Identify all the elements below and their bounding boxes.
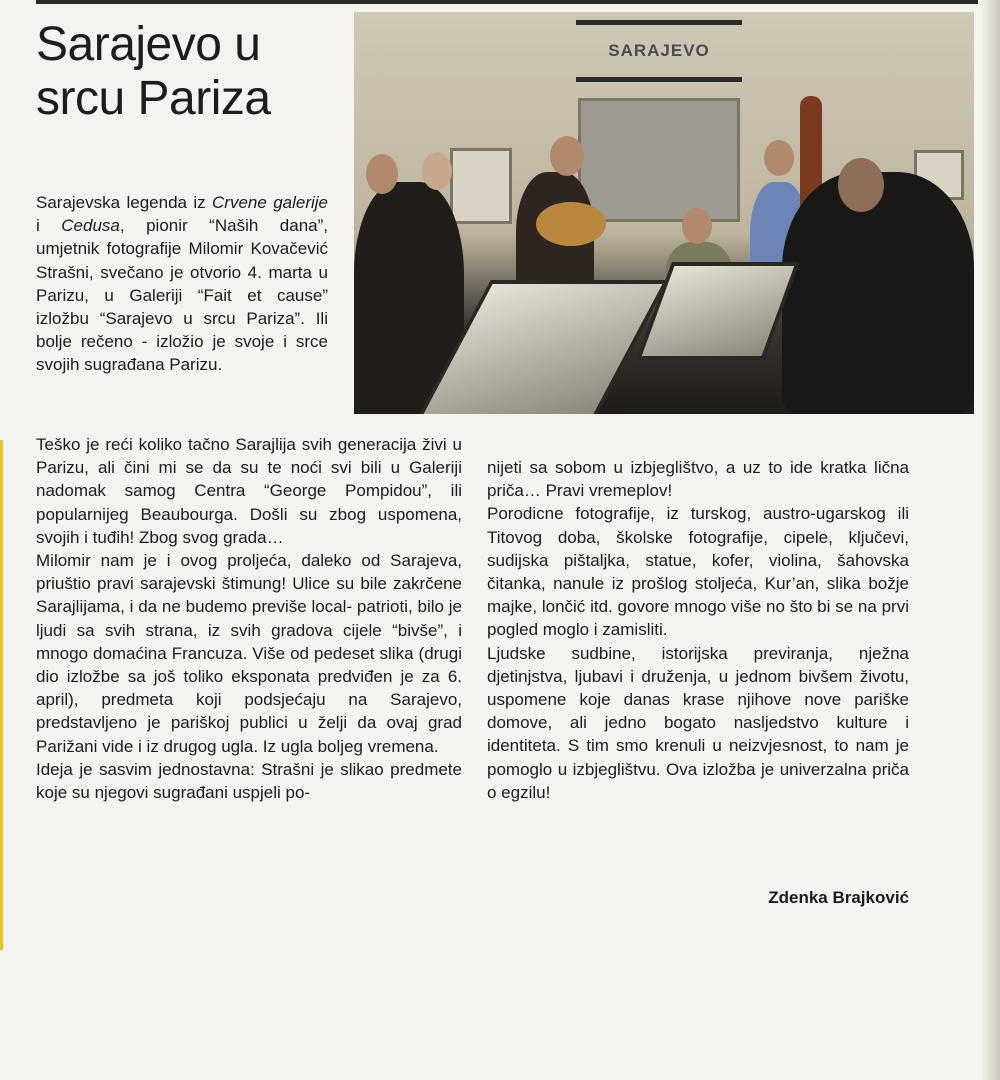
paragraph: nijeti sa sobom u izbjeglištvo, a uz to ide kratka lična priča… Pravi vremeplov! [487, 458, 909, 501]
right-column [487, 456, 909, 804]
intro-text: , pionir “Naših dana”, umjetnik fotografije Milomir Kovačević Strašni, svečano je otvorio 4. marta u Parizu, u Galeriji “Fait et cause” izložbu “Sarajevo u srcu Pariza”. Ili bolje rečeno - izložio je svoje i srce svojih sugrađana Parizu. [36, 216, 328, 375]
photo-display-case [636, 262, 800, 360]
photo-wall-frame [578, 98, 740, 222]
intro-italic-crvene-galerije: Crvene galerije [212, 193, 329, 212]
article-photo [354, 12, 974, 414]
photo-wall-frame [450, 148, 512, 224]
photo-person-head [550, 136, 584, 176]
paragraph: Ideja je sasvim jednostavna: Strašni je slikao predmete koje su njegovi sugrađani uspjeli po- [36, 759, 462, 803]
intro-text: Sarajevska legenda iz [36, 193, 213, 212]
photo-guitar [536, 202, 606, 246]
photo-person-head [764, 140, 794, 176]
page-binding-edge [982, 0, 1000, 1080]
photo-person-head [838, 158, 884, 212]
photo-person-head [422, 152, 452, 190]
intro-italic-cedusa: Cedusa [61, 216, 120, 236]
photo-person-head [682, 208, 712, 244]
paragraph: Porodicne fotografije, iz turskog, austro-ugarskog ili Titovog doba, školske fotografije, cipele, ključevi, sudijska pištaljka, statue, kofer, violina, šahovska čitanka, nanule iz prošlog stoljeća, Kur’an, slika božje majke, lončić itd. govore mnogo više no što bi se na prvi pogled moglo i zamisliti. [487, 504, 909, 640]
paragraph: Teško je reći koliko tačno Sarajlija svih generacija živi u Parizu, ali čini mi se da su te noći svi bili u Galeriji nadomak samog Centra “George Pompidou”, ili popularnijeg Beaubourga. Došli su zbog uspomena, svojih i tuđih! Zbog svog grada… [36, 435, 462, 547]
photo-crowd-right [782, 172, 974, 414]
top-rule [36, 0, 978, 4]
photo-sign-sarajevo: SARAJEVO [576, 20, 742, 82]
intro-text: i [36, 216, 62, 236]
author-signature: Zdenka Brajković [768, 888, 909, 907]
page-edge-accent [0, 440, 3, 950]
article-headline: Sarajevo u srcu Pariza [36, 18, 271, 125]
paragraph: Ljudske sudbine, istorijska previranja, nježna djetinjstva, ljubavi i druženja, u jednom bivšem životu, uspomene koje danas krase njihove nove pariške domove, ali jedno bogato nasljedstvo kulture i identiteta. S tim smo krenuli u neizvjesnost, to nam je pomoglo u izbjeglištvu. Ova izložba je univerzalna priča o egzilu! [487, 643, 909, 802]
intro-paragraph [36, 191, 328, 377]
paragraph: Milomir nam je i ovog proljeća, daleko od Sarajeva, priuštio pravi sarajevski štimung! Ulice su bile zakrčene Sarajlijama, i da ne budemo previše local- patrioti, bilo je ljudi sa svih strana, iz svih gradova cijele “bivše”, i mnogo domaćina Francuza. Više od pedeset slika (drugi dio izložbe sa još toliko eksponata predviđen je za 6. april), predmeta koji podsjećaju na Sarajevo, predstavljeno je pariškoj publici u želji da ovaj grad Parižani vide i iz drugog ugla. Iz ugla boljeg vremena. [36, 551, 462, 756]
left-column [36, 433, 462, 804]
photo-person-head [366, 154, 398, 194]
